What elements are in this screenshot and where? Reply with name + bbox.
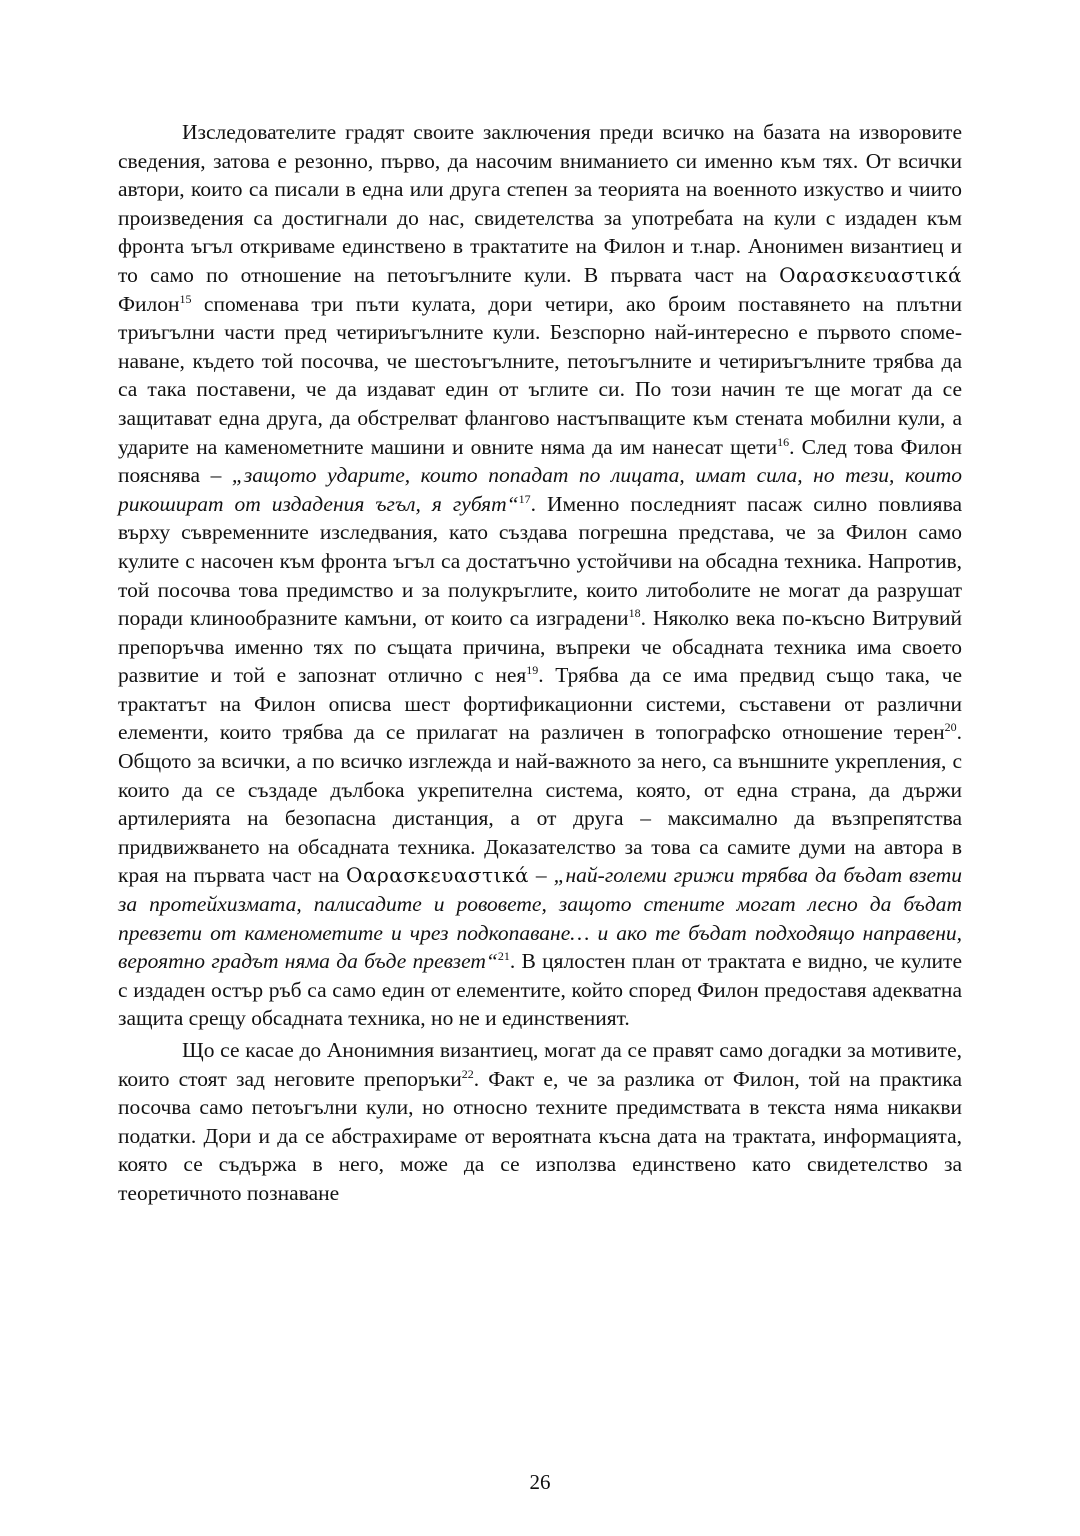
paragraph-2 [118,1036,962,1208]
document-page [118,118,962,1208]
text-run: Филон [118,291,180,316]
page-number: 26 [529,1470,551,1494]
greek-title: Οαρασκευαστικά [346,863,529,888]
footnote-ref: 20 [944,720,957,735]
text-run: – [528,863,554,888]
text-run: . След това Филон пояснява – [118,434,962,488]
text-run: . Трябва да се има предвид също така, че трактатът на Филон описва шест фортификационни системи, съставени от различни елементи, които трябва да се прилагат на различен в топографско отношение терен [118,663,962,745]
footnote-ref: 16 [777,434,790,449]
footnote-ref: 19 [526,663,539,678]
text-run: Що се касае до Анонимния византиец, могат да се правят само догадки за мотивите, които стоят зад неговите препоръки [118,1038,962,1091]
footnote-ref: 21 [497,949,510,964]
footnote-ref: 17 [518,491,531,506]
text-run: . Няколко века по-късно Витрувий препоръчва именно тях по същата причина, въпреки че обсадната техника има своето развитие и той е запознат отлично с нея [118,606,962,688]
footnote-ref: 22 [461,1066,474,1081]
text-run: Изследователите градят своите заключения преди всичко на базата на изворовите сведения, затова е резонно, първо, да насочим вниманието си именно към тях. От всички автори, които са писали в една или друга степен за теорията на военното изкуство и чиито произведения са достигнали до нас, свидетелства за употребата на кули с издаден към фронта ъгъл откриваме единствено в трактатите на Филон и т.нар. Анонимен византиец и то само по отношение на петоъгълните кули. В първата част на [118,120,962,287]
paragraph-1 [118,118,962,1033]
quoted-text: „защото ударите, които попадат по лицата, имат сила, но тези, които рикошират от издадения ъгъл, я губят“ [118,463,962,516]
footnote-ref: 18 [628,605,641,620]
text-run: споменава три пъти кулата, дори четири, ако броим поставянето на плътни триъгълни части пред четириъгълните кули. Безспорно най-интересно е първото споменаване, където той посочва, че шестоъгълните, петоъгълните и четириъгълните трябва да са така поставени, че да издават един от ъглите си. По този начин те ще могат да се защитават една друга, да обстрелват флангово настъпващите към стената мобилни кули, а ударите на каменометните машини и овните няма да им нанесат щети [118,291,962,459]
footnote-ref: 15 [179,291,192,306]
quoted-text: „най-големи грижи трябва да бъдат взети за протейхизмата, палисадите и рововете, защото стените могат лесно да бъдат превзети от каменометите и чрез подкопаване… и ако те бъдат подходящо направени, вероятно градът няма да бъде превзет“ [118,863,962,974]
text-run: . В цялостен план от трактата е видно, че кулите с издаден остър ръб са само един от елементите, който според Филон предоставя адекватна защита срещу обсадната техника, но не и единственият. [118,949,962,1031]
text-run: . Факт е, че за разлика от Филон, той на практика посочва само петоъгълни кули, но относно техните предимствата в текста няма никакви податки. Дори и да се абстрахираме от вероятната късна дата на трактата, информацията, която се съдържа в него, може да се използва единствено като свидетелство за теоретичното познаване [118,1066,962,1205]
text-run: . Именно последният пасаж силно повлиява върху съвременните изследвания, като създава погрешна представа, че за Филон само кулите с насочен към фронта ъгъл са достатъчно устойчиви на обсадна техника. Напротив, той посочва това предимство и за полукръглите, които литоболите не могат да разрушат поради клинообразните камъни, от които са изградени [118,491,962,631]
text-run: . Общото за всички, а по всичко изглежда и най-важното за него, са външните укрепления, с които да се създаде дълбока укрепителна система, която, от една страна, да държи артилерията на безопасна дистанция, а от друга – максимално да възпрепятства придвижването на обсадната техника. Доказателство за това са самите думи на автора в края на първата част на [118,720,962,888]
greek-title: Οαρασκευαστικά [779,262,962,287]
